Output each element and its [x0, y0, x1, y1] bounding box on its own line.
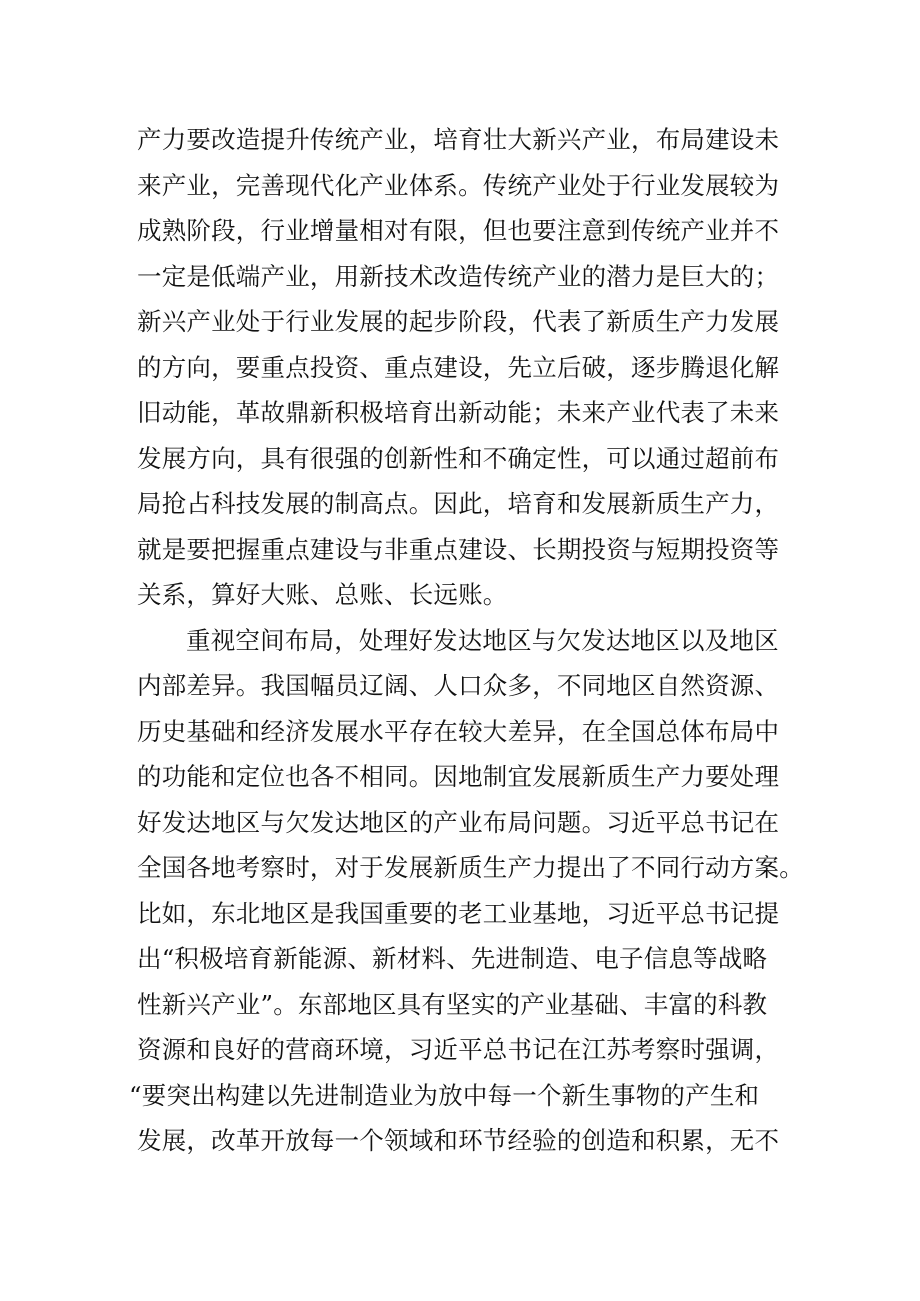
text-line-14: 历史基础和经济发展水平存在较大差异，在全国总体布局中 — [137, 716, 780, 746]
text-line-10: 就是要把握重点建设与非重点建设、长期投资与短期投资等 — [137, 534, 780, 564]
text-line-19: 出“积极培育新能源、新材料、先进制造、电子信息等战略 — [137, 944, 768, 973]
text-line-18: 比如，东北地区是我国重要的老工业基地，习近平总书记提 — [137, 898, 780, 928]
text-line-8: 发展方向，具有很强的创新性和不确定性，可以通过超前布 — [137, 443, 780, 473]
text-line-9: 局抢占科技发展的制高点。因此，培育和发展新质生产力， — [137, 489, 780, 518]
text-line-21: 资源和良好的营商环境，习近平总书记在江苏考察时强调， — [137, 1035, 780, 1064]
body-text — [129, 117, 804, 1164]
text-line-15: 的功能和定位也各不相同。因地制宜发展新质生产力要处理 — [137, 762, 780, 791]
text-line-3: 成熟阶段，行业增量相对有限，但也要注意到传统产业并不 — [137, 216, 780, 245]
text-line-6: 的方向，要重点投资、重点建设，先立后破，逐步腾退化解 — [137, 352, 780, 382]
text-line-2: 来产业，完善现代化产业体系。传统产业处于行业发展较为 — [137, 170, 780, 200]
text-line-11: 关系，算好大账、总账、长远账。 — [137, 580, 508, 609]
paragraph-start-line: 重视空间布局，处理好发达地区与欠发达地区以及地区 — [186, 625, 779, 655]
text-line-5: 新兴产业处于行业发展的起步阶段，代表了新质生产力发展 — [137, 307, 780, 336]
text-line-20: 性新兴产业”。东部地区具有坚实的产业基础、丰富的科教 — [137, 989, 768, 1019]
text-line-17: 全国各地考察时，对于发展新质生产力提出了不同行动方案。 — [137, 853, 804, 882]
text-line-4: 一定是低端产业，用新技术改造传统产业的潜力是巨大的； — [137, 261, 780, 291]
text-line-1: 产力要改造提升传统产业，培育壮大新兴产业，布局建设未 — [137, 125, 780, 154]
text-line-22: “要突出构建以先进制造业为放中每一个新生事物的产生和 — [129, 1080, 760, 1110]
text-line-7: 旧动能，革故鼎新积极培育出新动能；未来产业代表了未来 — [137, 398, 780, 427]
text-line-16: 好发达地区与欠发达地区的产业布局问题。习近平总书记在 — [137, 807, 780, 837]
text-line-23: 发展，改革开放每一个领域和环节经验的创造和积累，无不 — [137, 1126, 780, 1155]
text-line-13: 内部差异。我国幅员辽阔、人口众多，不同地区自然资源、 — [137, 671, 780, 700]
